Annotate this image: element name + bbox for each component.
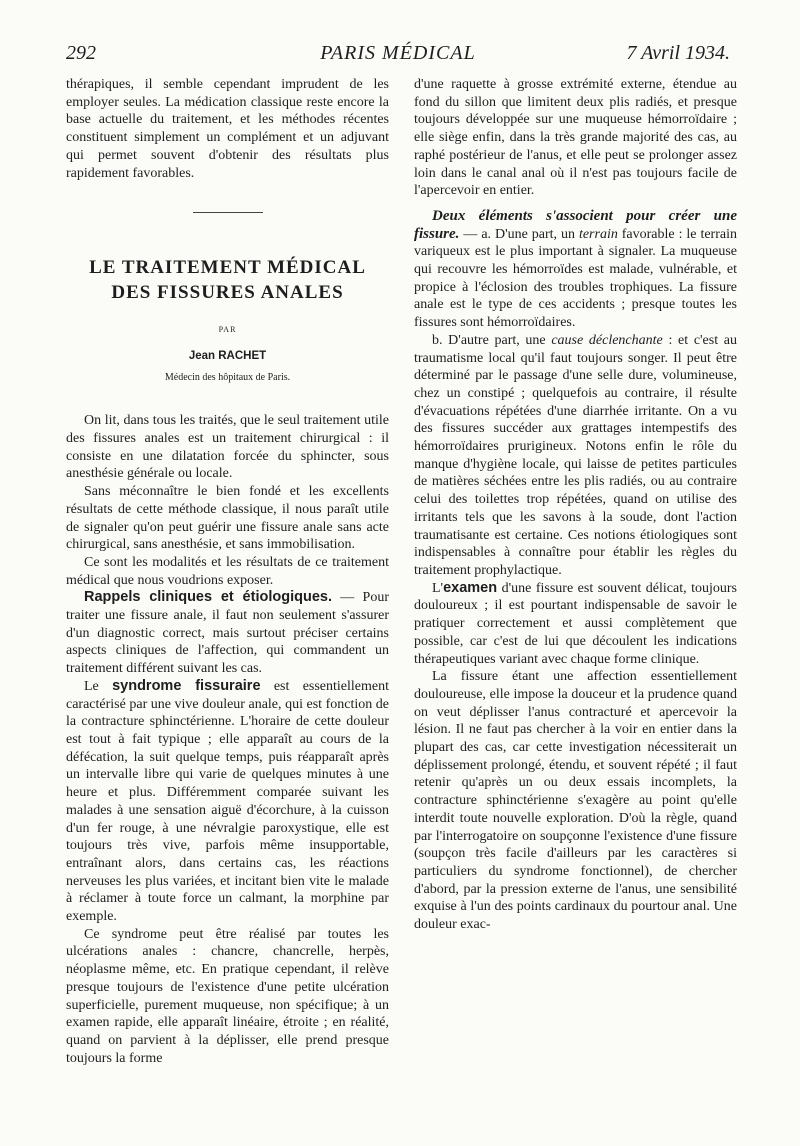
paragraph-section-start: Rappels cliniques et étiologiques. — Pour traiter une fissure anale, il faut non seulement s'assurer d'un diagnostic correct, mais surtout préciser certains aspects cliniques de l'affection, qui commandent un traitement différent suivant les cas.	[66, 589, 389, 677]
section-heading: Deux éléments s'associent pour créer une fissure.	[414, 207, 737, 242]
paragraph: L'examen d'une fissure est souvent délicat, toujours douloureux ; il est pourtant indispensable de savoir le pratiquer correctement et aussi complètement que possible, car c'est de lui que découlent les indications thérapeutiques variant avec chaque forme clinique.	[414, 579, 737, 667]
author-affiliation: Médecin des hôpitaux de Paris.	[164, 371, 291, 383]
article-title-line-2: DES FISSURES ANALES	[111, 282, 344, 304]
term-syndrome-fissuraire: syndrome fissuraire	[112, 677, 261, 694]
paragraph: b. D'autre part, une cause déclenchante : et c'est au traumatisme local qu'il faut toujours songer. Il peut être déterminé par le passage d'une selle dure, volumineuse, chez un constipé ; quelquefois au contraire, il résulte d'évacuations répétées d'une diarrhée irritante. On a vu des fissures succéder aux grattages intempestifs des hémorroïdaires prurigineux. Notons enfin le rôle du manque d'hygiène locale, qui laisse de petites particules de matières séchées entre les plis radiés, ou au contraire celui des toilettes trop répétées, quand on utilise des irritants tels que les savons à la soude, dont l'action traumatisante est certaine. Ces notions étiologiques sont indispensables à connaître pour établir les règles du traitement prophylactique.	[414, 332, 738, 578]
section-heading: Rappels cliniques et étiologiques.	[84, 589, 332, 606]
term-cause-declenchante: cause déclenchante	[551, 332, 663, 348]
article-title-line-1: LE TRAITEMENT MÉDICAL	[89, 257, 366, 279]
author-name: Jean RACHET	[188, 349, 267, 362]
term-examen: examen	[443, 579, 498, 596]
paragraph-section-start: Deux éléments s'associent pour créer une fissure. — a. D'une part, un terrain favorable : le terrain variqueux est le plus important à signaler. La muqueuse qui recouvre les hémorroïdes est malade, vulnérable, et propice à l'éclosion des troubles trophiques. La fissure anale est le type de ces accidents ; presque toutes les fissures sont hémorroïdaires.	[414, 207, 737, 331]
byline-par: PAR	[218, 325, 237, 335]
paragraph: La fissure étant une affection essentiellement douloureuse, elle impose la douceur et la prudence quand on veut déplisser l'anus contracturé et apercevoir la lésion. Il ne faut pas chercher à la voir en entier dans la plupart des cas, car cette investigation nécessiterait un déplissement prolongé, étendu, et souvent répété ; il faut retenir qu'après un ou deux essais incomplets, la contracture sphinctérienne s'exagère au point qu'elle interdit toute nouvelle exploration. D'où la règle, quand par l'interrogatoire on soupçonne l'existence d'une fissure (soupçon très facile d'ailleurs par les caractères si particuliers du syndrome fonctionnel), de chercher d'abord, par la pression externe de l'anus, une sensibilité exquise à l'un des points cardinaux du pourtour anal. Une douleur exac-	[414, 669, 737, 933]
running-header	[66, 42, 730, 72]
paragraph: Ce sont les modalités et les résultats de ce traitement médical que nous voudrions exposer.	[66, 554, 389, 588]
paragraph: Le syndrome fissuraire est essentiellement caractérisé par une vive douleur anale, qui est fonction de la contracture sphinctérienne. L'horaire de cette douleur est tout à fait typique ; elle apparaît au cours de la défécation, la suit quelque temps, puis réapparaît après un intervalle libre qui varie de quelques minutes à une heure et plus. Différemment comparée suivant les malades à une sensation aiguë d'écorchure, à la cuisson d'un fer rouge, à une névralgie paroxystique, elle est toujours très vive, parfois même insupportable, entraînant alors, dans certains cas, les réactions nerveuses les plus variées, et incitant bien vite le malade à réclamer à toute force un calmant, la morphine par exemple.	[66, 677, 389, 925]
page-number: 292	[66, 42, 96, 64]
paragraph: Ce syndrome peut être réalisé par toutes les ulcérations anales : chancre, chancrelle, herpès, néoplasme même, etc. En pratique cependant, il relève presque toujours de l'existence d'une petite ulcération superficielle, purement muqueuse, non spécifique; à un examen rapide, elle apparaît linéaire, étroite ; en réalité, quand on parvient à la déplisser, elle prend presque toujours la forme	[66, 926, 389, 1066]
previous-article-ending: thérapiques, il semble cependant imprudent de les employer seules. La médication classique reste encore la base actuelle du traitement, et les méthodes récentes constituent simplement un complément et un adjuvant qui permet souvent d'obtenir des résultats plus rapidement favorables.	[66, 77, 389, 181]
paragraph-continued: d'une raquette à grosse extrémité externe, étendue au fond du sillon que limitent deux plis radiés, et presque toujours développée sur une muqueuse hémorroïdaire ; elle siège enfin, dans la très grande majorité des cas, au raphé postérieur de l'anus, et elle peut se prolonger assez loin dans le canal anal où il n'est pas toujours facile de l'apercevoir en entier.	[414, 77, 737, 199]
right-column	[414, 76, 737, 934]
paragraph: On lit, dans tous les traités, que le seul traitement utile des fissures anales est un traitement chirurgical : il consiste en une dilatation forcée du sphincter, sous anesthésie générale ou locale.	[66, 413, 389, 482]
paragraph: Sans méconnaître le bien fondé et les excellents résultats de cette méthode classique, il nous paraît utile de signaler qu'on peut guérir une fissure anale sans acte chirurgical, sans anesthésie, et sans immobilisation.	[66, 484, 389, 553]
article-title	[66, 255, 389, 305]
left-column	[66, 76, 389, 1067]
term-terrain: terrain	[578, 226, 618, 242]
issue-date: 7 Avril 1934.	[626, 42, 730, 64]
journal-title: PARIS MÉDICAL	[320, 42, 476, 64]
section-separator	[193, 212, 263, 213]
